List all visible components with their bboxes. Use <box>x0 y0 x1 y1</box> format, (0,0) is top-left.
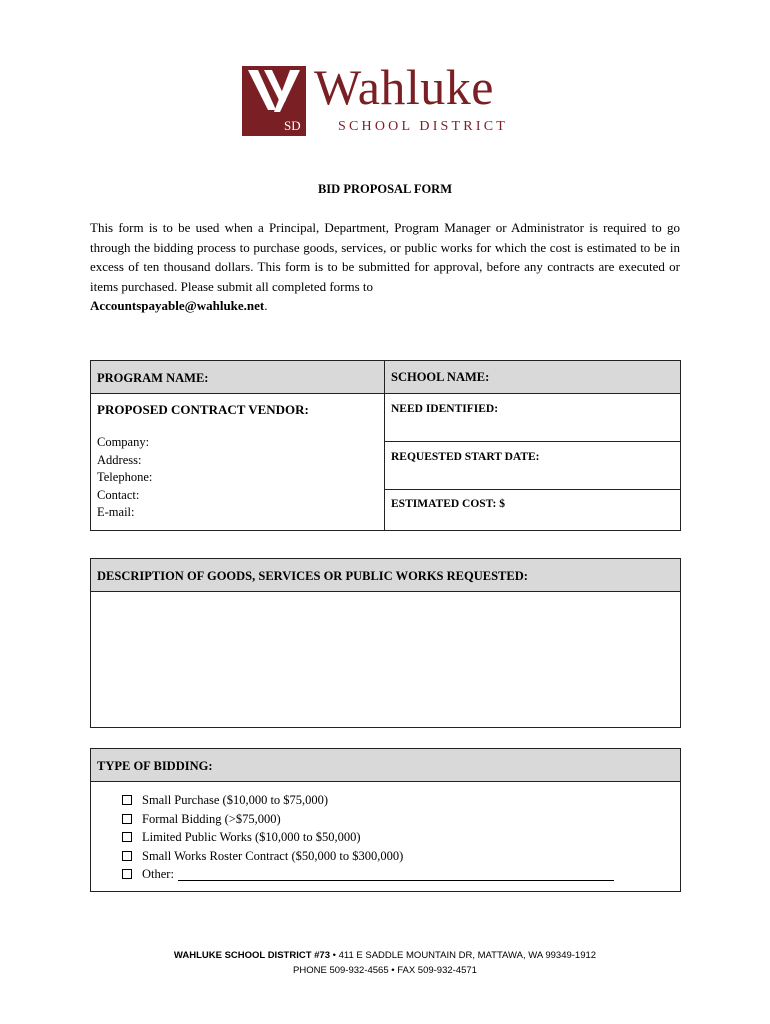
company-field-label: Company: <box>97 435 150 449</box>
logo-subtitle: SCHOOL DISTRICT <box>338 119 508 134</box>
school-name-cell <box>385 361 680 394</box>
intro-paragraph <box>90 218 680 316</box>
bidding-type-options <box>122 791 614 884</box>
description-input-area[interactable] <box>91 592 680 727</box>
footer-district: WAHLUKE SCHOOL DISTRICT #73 <box>173 950 330 961</box>
need-identified-cell[interactable] <box>385 394 680 442</box>
monogram-icon <box>242 66 306 136</box>
contact-field-label: Contact: <box>97 487 140 502</box>
option-small-works-roster[interactable] <box>122 847 614 866</box>
description-header-label: DESCRIPTION OF GOODS, SERVICES OR PUBLIC WORKS REQUESTED: <box>97 569 528 583</box>
logo-wordmark: Wahluke <box>314 59 494 115</box>
footer <box>0 948 770 978</box>
footer-address: • 411 E SADDLE MOUNTAIN DR, MATTAWA, WA 99349-1912 <box>330 950 597 961</box>
vendor-fields <box>97 434 378 522</box>
district-logo <box>242 59 532 138</box>
requested-start-label: REQUESTED START DATE: <box>391 451 540 463</box>
checkbox[interactable] <box>122 832 132 842</box>
program-name-cell <box>91 361 385 394</box>
checkbox[interactable] <box>122 795 132 805</box>
option-label: Small Purchase ($10,000 to $75,000) <box>142 793 329 807</box>
option-label: Limited Public Works ($10,000 to $50,000) <box>142 830 361 844</box>
description-header <box>91 559 680 592</box>
vendor-info-table <box>90 360 681 531</box>
requested-start-cell[interactable] <box>385 442 680 490</box>
option-other[interactable] <box>122 865 614 884</box>
checkbox[interactable] <box>122 869 132 879</box>
description-section <box>90 558 681 728</box>
vendor-label: PROPOSED CONTRACT VENDOR: <box>97 402 309 417</box>
school-name-label: SCHOOL NAME: <box>391 370 490 384</box>
intro-text: This form is to be used when a Principal, Department, Program Manager or Administrator is required to go through the bidding process to purchase goods, services, or public works for which the cost is estimated to be in excess of ten thousand dollars. This form is to be submitted for approval, before any contracts are executed or items purchased. Please submit all completed forms to <box>90 220 680 294</box>
checkbox[interactable] <box>122 814 132 824</box>
form-title: BID PROPOSAL FORM <box>317 182 453 196</box>
accounts-payable-email[interactable]: Accountspayable@wahluke.net <box>90 298 265 313</box>
footer-address-line <box>0 948 770 963</box>
telephone-field-label: Telephone: <box>97 470 153 484</box>
program-name-label: PROGRAM NAME: <box>97 371 209 385</box>
footer-phone-line: PHONE 509-932-4565 • FAX 509-932-4571 <box>293 965 477 976</box>
option-label: Small Works Roster Contract ($50,000 to $300,000) <box>142 848 404 863</box>
vendor-cell <box>91 394 385 530</box>
bidding-type-header <box>91 749 680 782</box>
monogram-text: SD <box>284 118 301 133</box>
option-small-purchase[interactable] <box>122 791 614 810</box>
option-limited-public-works[interactable] <box>122 828 614 847</box>
option-label: Other: <box>142 867 174 881</box>
estimated-cost-label: ESTIMATED COST: $ <box>391 498 505 510</box>
checkbox[interactable] <box>122 851 132 861</box>
email-field-label: E-mail: <box>97 505 135 519</box>
bidding-type-header-label: TYPE OF BIDDING: <box>97 759 213 773</box>
need-identified-label: NEED IDENTIFIED: <box>391 403 499 415</box>
address-field-label: Address: <box>97 452 142 467</box>
other-input-line[interactable] <box>178 868 614 881</box>
option-formal-bidding[interactable] <box>122 810 614 829</box>
estimated-cost-cell[interactable] <box>385 490 680 530</box>
option-label: Formal Bidding (>$75,000) <box>142 811 281 826</box>
intro-period: . <box>264 298 268 313</box>
